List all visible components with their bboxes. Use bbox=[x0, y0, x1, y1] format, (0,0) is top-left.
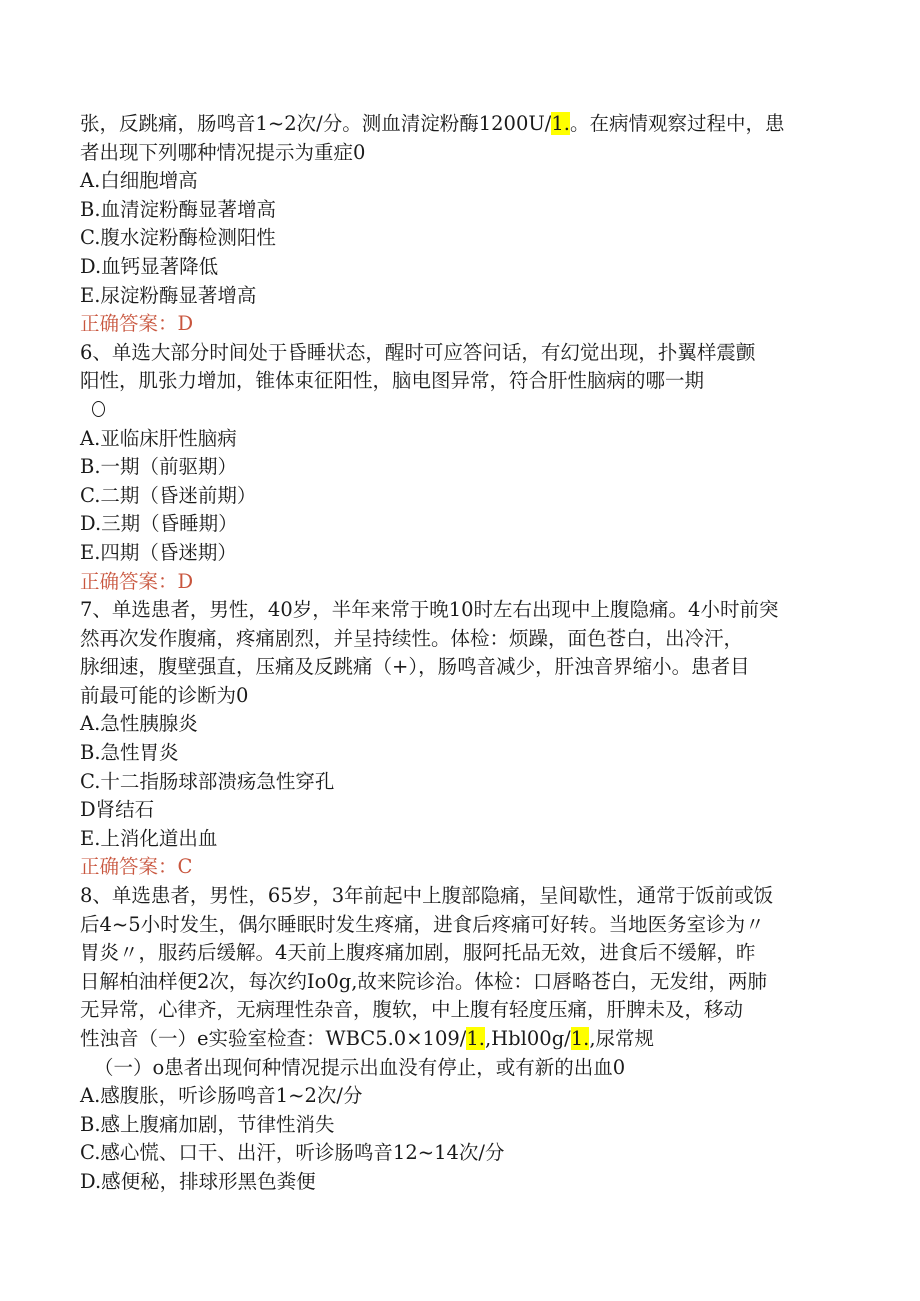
option-d: D.血钙显著降低 bbox=[80, 254, 219, 278]
option-c: C.感心慌、口干、出汗，听诊肠鸣音12~14次/分 bbox=[80, 1141, 505, 1165]
question-7-text-line: 前最可能的诊断为0 bbox=[80, 683, 249, 707]
text-span: ,尿常规 bbox=[589, 1027, 655, 1050]
text-span: 张，反跳痛，肠鸣音1~2次/分。测血清淀粉酶1200U/ bbox=[80, 112, 552, 135]
correct-answer: 正确答案：C bbox=[80, 855, 193, 879]
highlighted-text: 1. bbox=[551, 112, 570, 135]
blank-circle-icon bbox=[92, 401, 105, 417]
question-8-text-line: 无异常，心律齐，无病理性杂音，腹软，中上腹有轻度压痛，肝脾未及，移动 bbox=[80, 998, 744, 1022]
question-7-text-line: 脉细速，腹壁强直，压痛及反跳痛（+），肠鸣音减少，肝浊音界缩小。患者目 bbox=[80, 655, 750, 679]
option-b: B.感上腹痛加剧，节律性消失 bbox=[80, 1112, 335, 1136]
question-5-text-line bbox=[80, 110, 840, 139]
option-b: B.一期（前驱期） bbox=[80, 455, 238, 479]
option-c: C.二期（昏迷前期） bbox=[80, 483, 257, 507]
option-a: A.亚临床肝性脑病 bbox=[80, 426, 237, 450]
question-7-text-line: 然再次发作腹痛，疼痛剧烈，并呈持续性。体检：烦躁，面色苍白，出冷汗， bbox=[80, 626, 744, 650]
option-d: D肾结石 bbox=[80, 798, 155, 822]
answer-blank-line bbox=[80, 396, 840, 425]
option-a: A.白细胞增高 bbox=[80, 169, 198, 193]
question-8-lab-line bbox=[80, 1025, 840, 1054]
question-5-text-line: 者出现下列哪种情况提示为重症0 bbox=[80, 140, 366, 164]
question-8-text-line: 胃炎〃，服药后缓解。4天前上腹疼痛加剧，服阿托品无效，进食后不缓解，昨 bbox=[80, 941, 756, 965]
text-span: 性浊音（一）e实验室检查：WBC5.0×109/ bbox=[80, 1027, 467, 1050]
option-e: E.尿淀粉酶显著增高 bbox=[80, 283, 257, 307]
correct-answer: 正确答案：D bbox=[80, 569, 194, 593]
option-b: B.血清淀粉酶显著增高 bbox=[80, 197, 277, 221]
option-b: B.急性胃炎 bbox=[80, 741, 179, 765]
question-8-text-line: 后4~5小时发生，偶尔睡眠时发生疼痛，进食后疼痛可好转。当地医务室诊为〃 bbox=[80, 912, 765, 936]
option-c: C.腹水淀粉酶检测阳性 bbox=[80, 226, 276, 250]
highlighted-text: 1. bbox=[466, 1027, 485, 1050]
option-a: A.急性胰腺炎 bbox=[80, 712, 198, 736]
option-d: D.感便秘，排球形黑色粪便 bbox=[80, 1169, 316, 1193]
question-6-text-line: 阳性，肌张力增加，锥体束征阳性，脑电图异常，符合肝性脑病的哪一期 bbox=[80, 369, 705, 393]
option-d: D.三期（昏睡期） bbox=[80, 512, 238, 536]
text-span: 。在病情观察过程中，患 bbox=[569, 112, 785, 135]
option-c: C.十二指肠球部溃疡急性穿孔 bbox=[80, 769, 335, 793]
option-e: E.四期（昏迷期） bbox=[80, 540, 237, 564]
document-page bbox=[80, 110, 840, 1197]
option-a: A.感腹胀，听诊肠鸣音1~2次/分 bbox=[80, 1084, 363, 1108]
correct-answer: 正确答案：D bbox=[80, 312, 194, 336]
question-8-text-line: 日解柏油样便2次，每次约Io0g,故来院诊治。体检：口唇略苍白，无发绀，两肺 bbox=[80, 969, 767, 993]
question-7-text-line: 7、单选患者，男性，40岁，半年来常于晚10时左右出现中上腹隐痛。4小时前突 bbox=[80, 598, 779, 622]
question-6-text-line: 6、单选大部分时间处于昏睡状态，醒时可应答问话，有幻觉出现，扑翼样震颤 bbox=[80, 340, 756, 364]
option-e: E.上消化道出血 bbox=[80, 826, 218, 850]
text-span: ,Hbl00g/ bbox=[484, 1027, 571, 1050]
sub-question: （一）o患者出现何种情况提示出血没有停止，或有新的出血0 bbox=[94, 1055, 626, 1079]
question-8-text-line: 8、单选患者，男性，65岁，3年前起中上腹部隐痛，呈间歇性，通常于饭前或饭 bbox=[80, 884, 774, 908]
highlighted-text: 1. bbox=[570, 1027, 590, 1050]
